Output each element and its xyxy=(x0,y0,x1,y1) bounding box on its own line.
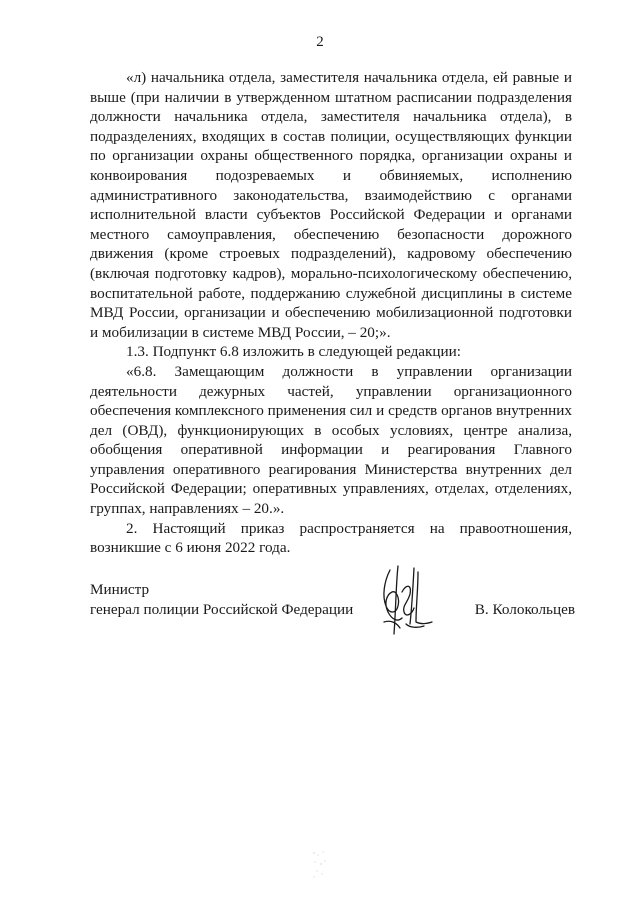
paragraph-subitem-1-3: 1.3. Подпункт 6.8 изложить в следующей редакции: xyxy=(126,343,462,361)
signatory-name: В. Колокольцев xyxy=(474,600,575,618)
handwritten-signature xyxy=(376,562,436,640)
signatory-rank: генерал полиции Российской Федерации xyxy=(90,600,354,618)
paragraph-item-l: «л) начальника отдела, заместителя начальника отдела, ей равные и выше (при наличии в утвержденном штатном расписании подразделения должности начальника отдела, заместителя начальника отдела), в подразделениях, входящих в состав полиции, осуществляющих функции по организации охраны общественного порядка, организации охраны и конвоирования подозреваемых и обвиняемых, исполнению административного законодательства, взаимодействию с органами исполнительной власти субъектов Российской Федерации и органами местного самоуправления, обеспечению безопасности дорожного движения (кроме строевых подразделений), кадровому обеспечению (включая подготовку кадров), морально-психологическому обеспечению, воспитательной работе, поддержанию служебной дисциплины в системе МВД России, организации и обеспечению мобилизационной подготовки и мобилизации в системе МВД России, – 20;». xyxy=(90,69,572,341)
paragraph-item-2: 2. Настоящий приказ распространяется на правоотношения, возникшие с 6 июня 2022 года. xyxy=(90,519,572,557)
signatory-position: Министр xyxy=(90,581,150,598)
page-number: 2 xyxy=(316,34,324,50)
document-body xyxy=(90,68,572,558)
signatory-title xyxy=(90,580,353,619)
scan-speckles-icon xyxy=(312,850,328,880)
paragraph-item-6-8: «6.8. Замещающим должности в управлении организации деятельности дежурных частей, управлении организационного обеспечения комплексного применения сил и средств органов внутренних дел (ОВД), функционирующих в особых условиях, центре анализа, обобщения оперативной информации и реагирования Главного управления оперативного реагирования Министерства внутренних дел Российской Федерации; оперативных управлениях, отделах, отделениях, группах, направлениях – 20.». xyxy=(90,362,572,518)
signature-block xyxy=(90,580,575,640)
